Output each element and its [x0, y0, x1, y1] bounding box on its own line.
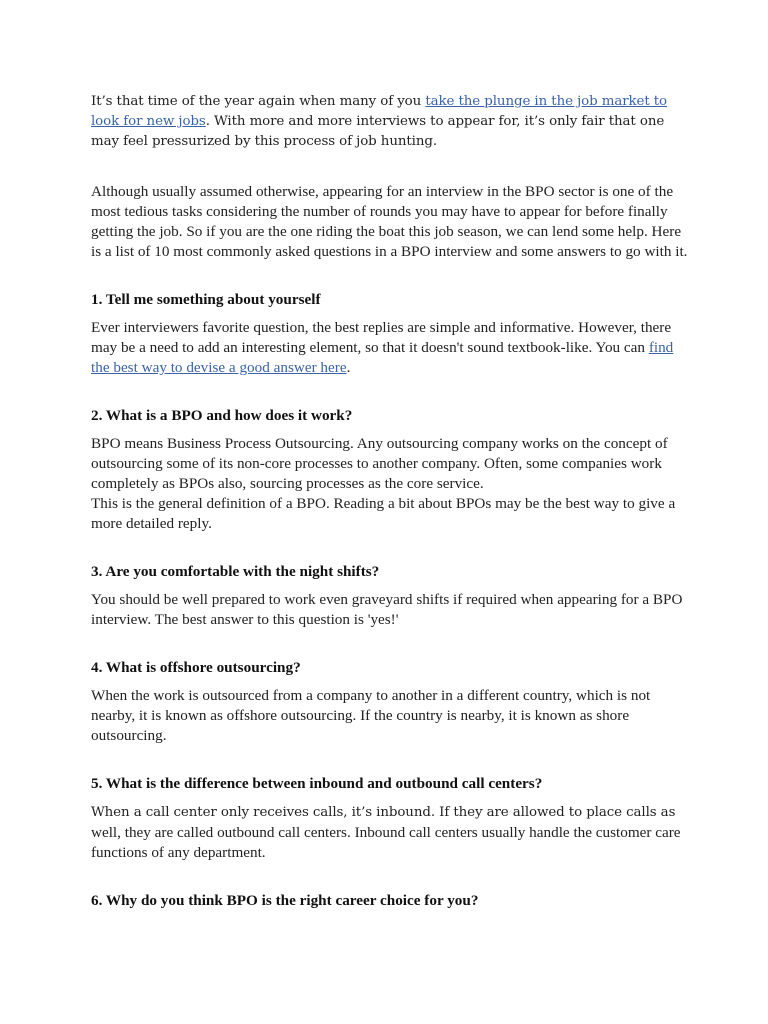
- answer-text-continued: This is the general definition of a BPO. Reading a bit about BPOs may be the best way to give a more detailed reply.: [91, 495, 676, 532]
- answer-text: You should be well prepared to work even graveyard shifts if required when appearing for a BPO interview. The best answer to this question is 'yes!': [91, 591, 683, 628]
- intro-paragraph-1: [91, 92, 691, 152]
- question-4: [91, 658, 691, 746]
- question-heading: 5. What is the difference between inbound and outbound call centers?: [91, 775, 543, 792]
- good-answer-link[interactable]: find the best way to devise a good answer here: [91, 339, 674, 376]
- answer-text: When the work is outsourced from a company to another in a different country, which is not nearby, it is known as offshore outsourcing. If the country is nearby, it is known as shore outsourcing.: [91, 687, 651, 744]
- intro-paragraph-2: Although usually assumed otherwise, appearing for an interview in the BPO sector is one of the most tedious tasks considering the number of rounds you may have to appear for before finally getting the job. So if you are the one riding the boat this job season, we can lend some help. Here is a list of 10 most commonly asked questions in a BPO interview and some answers to go with it.: [91, 183, 688, 260]
- question-1: [91, 290, 691, 378]
- intro-text-before-link: It’s that time of the year again when many of you: [91, 94, 426, 109]
- question-2: [91, 406, 691, 534]
- intro-text-after-link: . With more and more interviews to appear for, it’s only fair that one may feel pressurized by this process of job hunting.: [91, 114, 665, 149]
- answer-text-part-b: well, they are called outbound call centers. Inbound call centers usually handle the customer care functions of any department.: [91, 824, 681, 861]
- question-5: [91, 774, 691, 863]
- question-heading: 2. What is a BPO and how does it work?: [91, 407, 353, 424]
- question-3: [91, 562, 691, 630]
- question-6: [91, 891, 691, 911]
- answer-text-before-link: Ever interviewers favorite question, the best replies are simple and informative. However, there may be a need to add an interesting element, so that it doesn't sound textbook-like. You can: [91, 319, 672, 356]
- question-heading: 6. Why do you think BPO is the right career choice for you?: [91, 892, 479, 909]
- answer-text: BPO means Business Process Outsourcing. Any outsourcing company works on the concept of outsourcing some of its non-core processes to another company. Often, some companies work completely as BPOs also, sourcing processes as the core service.: [91, 435, 668, 492]
- job-market-link[interactable]: take the plunge in the job market to look for new jobs: [91, 94, 668, 129]
- question-heading: 4. What is offshore outsourcing?: [91, 659, 301, 676]
- question-heading: 3. Are you comfortable with the night shifts?: [91, 563, 380, 580]
- answer-text-after-link: .: [346, 359, 351, 376]
- question-heading: 1. Tell me something about yourself: [91, 291, 321, 308]
- answer-text-part-a: When a call center only receives calls, it’s inbound. If they are allowed to place calls as: [91, 805, 676, 820]
- answer-text: [91, 318, 691, 378]
- article: [91, 92, 691, 911]
- answer-text: [91, 802, 691, 863]
